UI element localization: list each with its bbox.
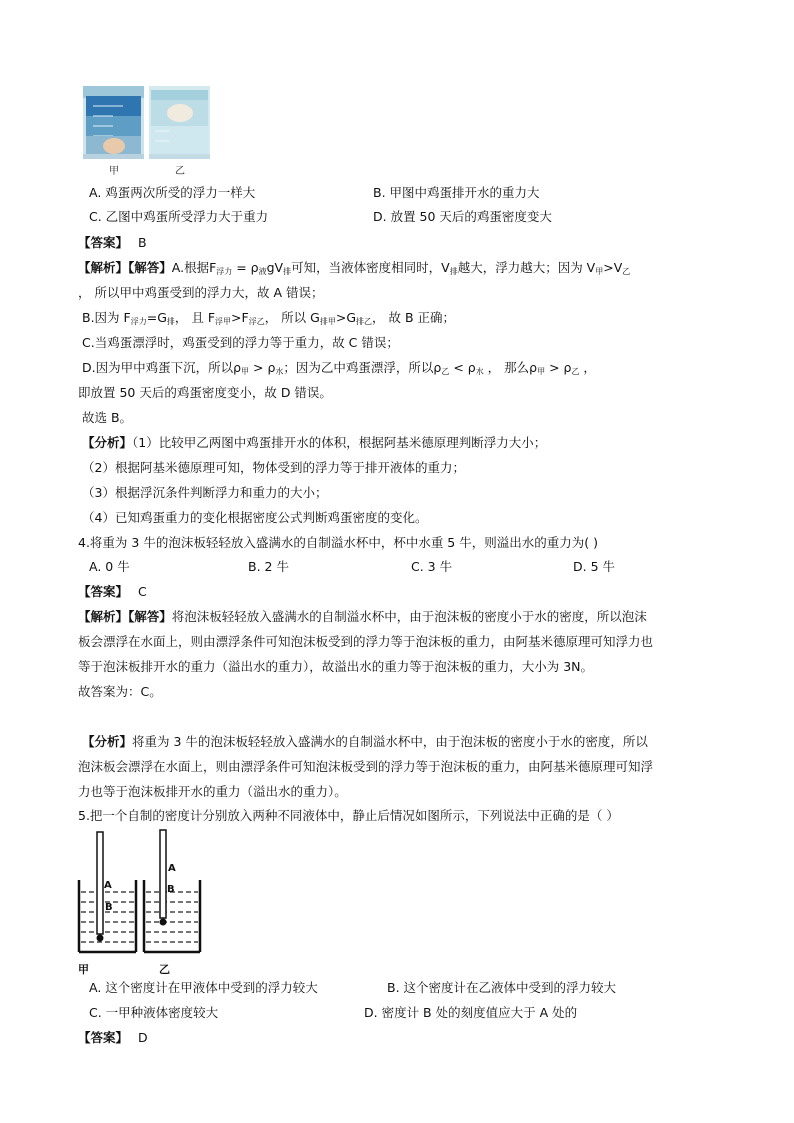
photo-caption-jia: 甲 (109, 166, 119, 177)
q3-option-c: C. 乙图中鸡蛋所受浮力大于重力 (89, 209, 269, 224)
q4-solution-line-1: 【解析】【解答】将泡沫板轻轻放入盛满水的自制溢水杯中，由于泡沫板的密度小于水的密度，所以泡沫 (78, 609, 647, 624)
beaker-photo-yi (149, 86, 210, 159)
mark-a-jia: A (104, 880, 112, 891)
q4-option-d: D. 5 牛 (573, 559, 615, 574)
q3-analysis-2: （2）根据阿基米德原理可知，物体受到的浮力等于排开液体的重力； (82, 460, 465, 475)
q4-option-c: C. 3 牛 (411, 559, 453, 574)
q3-option-a: A. 鸡蛋两次所受的浮力一样大 (89, 185, 256, 200)
fig-caption-yi: 乙 (159, 963, 170, 976)
q4-analysis-3: 力也等于泡沫板排开水的重力（溢出水的重力）。 (78, 784, 347, 799)
q4-option-b: B. 2 牛 (248, 559, 289, 574)
q3-answer (78, 235, 147, 251)
q4-question: 4.将重为 3 牛的泡沫板轻轻放入盛满水的自制溢水杯中，杯中水重 5 牛，则溢出水的重力为( ) (78, 535, 598, 550)
q3-analysis-3: （3）根据浮沉条件判断浮力和重力的大小； (82, 485, 328, 500)
q4-solution-line-2: 板会漂浮在水面上，则由漂浮条件可知泡沫板受到的浮力等于泡沫板的重力，由阿基米德原理可知浮力也 (78, 634, 654, 649)
answer-value: B (138, 235, 147, 250)
solution-tag: 【解析】【解答】 (78, 609, 172, 624)
q5-option-b: B. 这个密度计在乙液体中受到的浮力较大 (387, 980, 617, 995)
mark-b-jia: B (105, 902, 113, 913)
analysis-tag: 【分析】 (82, 435, 133, 450)
q5-answer (78, 1030, 148, 1046)
q5-option-c: C. 一甲种液体密度较大 (89, 1005, 219, 1020)
beaker-jia (79, 832, 136, 952)
photo-caption-yi: 乙 (175, 166, 185, 177)
answer-tag: 【答案】 (78, 1030, 129, 1045)
q3-solution-line-6: 即放置 50 天后的鸡蛋密度变小，故 D 错误。 (78, 385, 332, 400)
q3-analysis-4: （4）已知鸡蛋重力的变化根据密度公式判断鸡蛋密度的变化。 (82, 510, 428, 525)
q3-solution-line-4: C.当鸡蛋漂浮时，鸡蛋受到的浮力等于重力，故 C 错误； (82, 335, 399, 350)
q3-analysis-1: 【分析】（1）比较甲乙两图中鸡蛋排开水的体积，根据阿基米德原理判断浮力大小； (82, 435, 547, 450)
q3-solution-line-5: D.因为甲中鸡蛋下沉，所以$\rho_甲 > \rho_水$；因为乙中鸡蛋漂浮，所以$\rho_乙 < \rho_水$ ， 那么$\rho_甲 > \rho_乙$ ， (82, 360, 596, 376)
q3-option-b: B. 甲图中鸡蛋排开水的重力大 (373, 185, 540, 200)
q3-solution-line-1: 【解析】【解答】A.根据$F_{浮力} = \rho_液gV_排$可知，当液体密度相同时，$V_排$越大，浮力越大；因为 $V_甲>V_乙$ (78, 260, 631, 276)
q4-option-a: A. 0 牛 (89, 559, 130, 574)
q4-analysis-1: 【分析】将重为 3 牛的泡沫板轻轻放入盛满水的自制溢水杯中，由于泡沫板的密度小于水的密度，所以 (82, 734, 648, 749)
q5-option-d: D. 密度计 B 处的刻度值应大于 A 处的 (364, 1005, 578, 1020)
answer-tag: 【答案】 (78, 235, 129, 250)
mark-b-yi: B (167, 884, 175, 895)
q4-conclusion: 故答案为：C。 (78, 684, 162, 699)
hydrometer-figure (74, 828, 204, 976)
mark-a-yi: A (168, 863, 176, 874)
beaker-yi (144, 830, 200, 952)
q5-question: 5.把一个自制的密度计分别放入两种不同液体中，静止后情况如图所示，下列说法中正确的是（ ） (78, 808, 619, 823)
q3-option-d: D. 放置 50 天后的鸡蛋密度变大 (373, 209, 552, 224)
answer-value: D (138, 1030, 148, 1045)
q4-solution-line-3: 等于泡沫板排开水的重力（溢出水的重力），故溢出水的重力等于泡沫板的重力，大小为 3N。 (78, 659, 594, 674)
q5-option-a: A. 这个密度计在甲液体中受到的浮力较大 (89, 980, 318, 995)
q3-conclusion: 故选 B。 (82, 410, 133, 425)
fig-caption-jia: 甲 (78, 963, 89, 976)
beaker-photo-jia (83, 86, 144, 159)
q4-answer (78, 584, 147, 600)
answer-tag: 【答案】 (78, 584, 129, 599)
analysis-tag: 【分析】 (82, 734, 133, 749)
q3-solution-line-2: ， 所以甲中鸡蛋受到的浮力大，故 A 错误； (78, 285, 324, 300)
q4-analysis-2: 泡沫板会漂浮在水面上，则由漂浮条件可知泡沫板受到的浮力等于泡沫板的重力，由阿基米德原理可知浮 (78, 759, 654, 774)
q3-solution-line-3: B.因为 $F_{浮力}=G_排$， 且 $F_{浮甲}>F_{浮乙}$， 所以 $G_{排甲}>G_{排乙}$， 故 B 正确； (82, 310, 456, 326)
answer-value: C (138, 584, 147, 599)
solution-tag: 【解析】【解答】 (78, 260, 172, 275)
